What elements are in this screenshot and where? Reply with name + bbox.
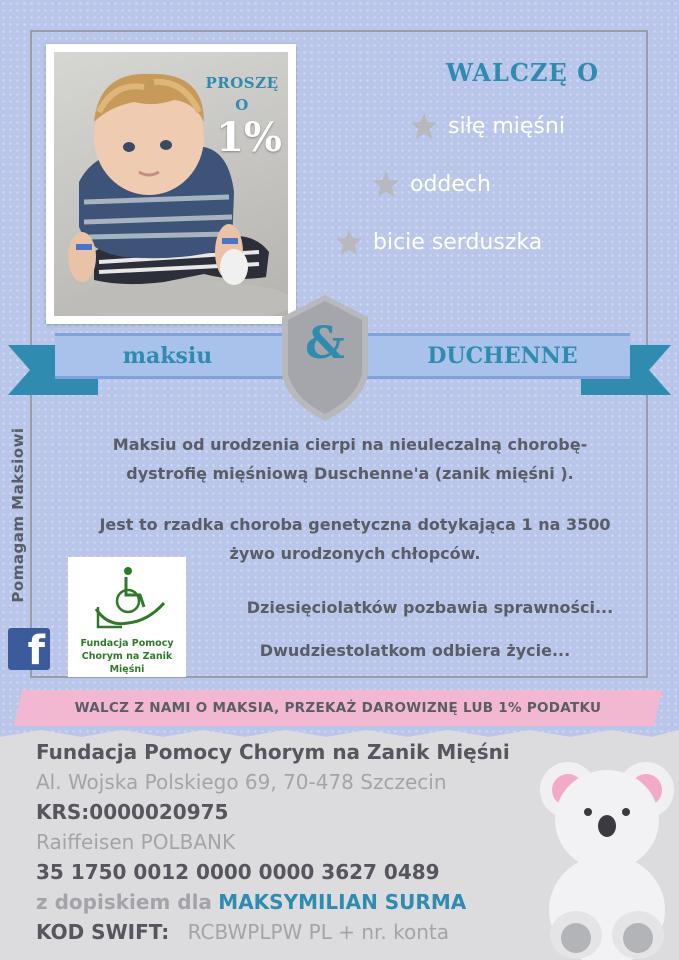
one-percent-label: 1%	[216, 114, 282, 161]
koala-illustration	[536, 760, 676, 960]
fight-item-heartbeat: bicie serduszka	[335, 228, 542, 256]
prosze-label: PROSZĘ O	[205, 74, 279, 114]
star-icon	[335, 228, 363, 256]
krs-number: KRS:0000020975	[36, 800, 229, 824]
facebook-icon[interactable]: f	[8, 628, 50, 670]
banner-duchenne: DUCHENNE	[427, 343, 578, 369]
swift-code: KOD SWIFT: RCBWPLPW PL + nr. konta	[36, 920, 450, 944]
foundation-logo-text: Fundacja Pomocy Chorym na Zanik Mięśni	[80, 638, 174, 675]
account-number: 35 1750 0012 0000 0000 3627 0489	[36, 860, 440, 884]
bank-name: Raiffeisen POLBANK	[36, 830, 236, 854]
child-photo	[54, 52, 288, 316]
paragraph-disease: Maksiu od urodzenia cierpi na nieuleczalną chorobę- dystrofię mięśniową Duschenne'a (zanik mięśni ).	[112, 435, 588, 483]
banner-maksiu: maksiu	[122, 343, 213, 369]
paragraph-rare: Jest to rzadka choroba genetyczna dotykająca 1 na 3500 żywo urodzonych chłopców.	[99, 515, 611, 563]
cta-text: WALCZ Z NAMI O MAKSIA, PRZEKAŻ DAROWIZNĘ LUB 1% PODATKU	[74, 700, 602, 716]
foundation-logo	[68, 557, 186, 677]
fight-item-breath: oddech	[372, 170, 491, 198]
star-icon	[372, 170, 400, 198]
line-twenty-year-olds: Dwudziestolatkom odbiera życie...	[259, 641, 571, 660]
fight-item-muscles: siłę mięśni	[410, 112, 565, 140]
side-label: Pomagam Maksiowi	[9, 427, 27, 603]
foundation-name: Fundacja Pomocy Chorym na Zanik Mięśni	[36, 740, 510, 764]
transfer-note: z dopiskiem dla MAKSYMILIAN SURMA	[36, 890, 467, 914]
ampersand: &	[305, 318, 345, 369]
photo-card	[46, 44, 296, 324]
wheelchair-hand-icon	[68, 557, 186, 637]
star-icon	[410, 112, 438, 140]
line-ten-year-olds: Dziesięciolatków pozbawia sprawności...	[246, 598, 614, 617]
foundation-address: Al. Wojska Polskiego 69, 70-478 Szczecin	[36, 770, 447, 794]
fight-title: WALCZĘ O	[445, 58, 600, 87]
